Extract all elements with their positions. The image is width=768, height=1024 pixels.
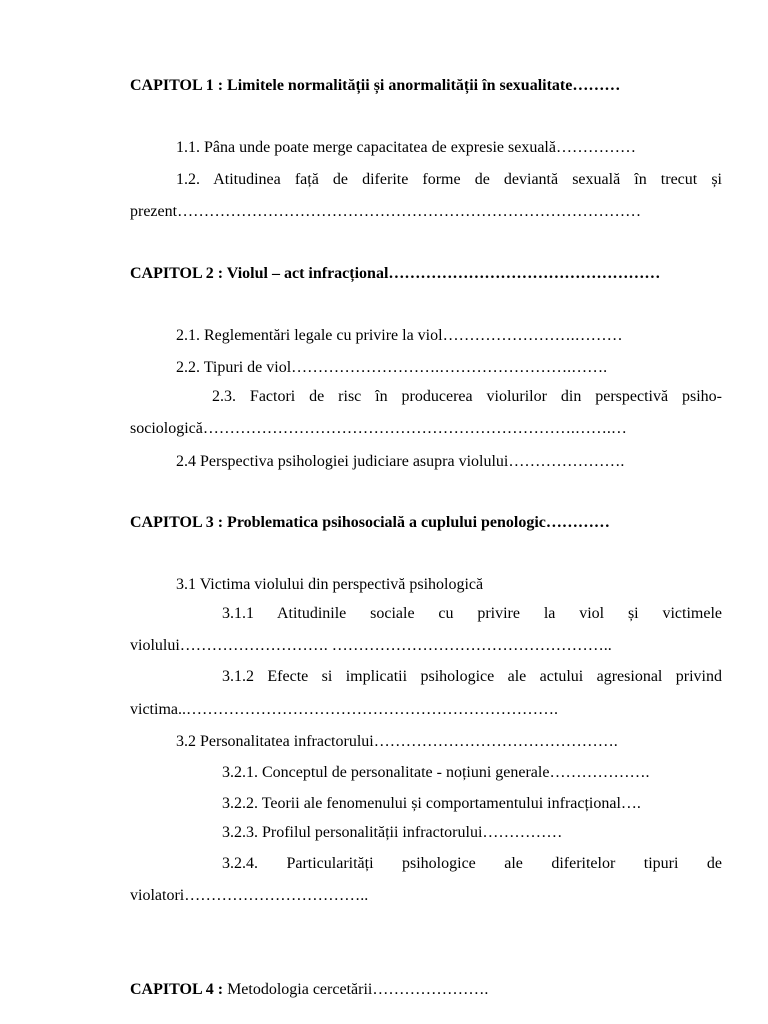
toc-entry-3-2-2: 3.2.2. Teorii ale fenomenului și comportamentului infracțional…. [222, 795, 641, 812]
chapter-2-heading: CAPITOL 2 : Violul – act infracțional…………………………………………… [130, 265, 661, 282]
toc-entry-2-1: 2.1. Reglementări legale cu privire la viol…………………….……… [176, 327, 623, 344]
toc-entry-3-1: 3.1 Victima violului din perspectivă psihologică [176, 576, 484, 593]
toc-entry-2-3-line2: sociologică…………………………………………………………….…….… [130, 420, 627, 437]
toc-entry-3-2-1: 3.2.1. Conceptul de personalitate - noțiuni generale………………. [222, 764, 650, 781]
toc-entry-1-2-line2: prezent…………………………………………………………………………… [130, 203, 642, 220]
chapter-4-label: CAPITOL 4 : [130, 981, 224, 998]
chapter-4-heading [130, 980, 488, 1000]
toc-entry-3-2-4-line1: 3.2.4. Particularități psihologice ale diferitelor tipuri de [222, 855, 722, 872]
toc-entry-3-2-3: 3.2.3. Profilul personalității infractorului…………… [222, 824, 563, 841]
toc-entry-3-2-4-line2: violatori…………………………….. [130, 887, 369, 904]
toc-entry-2-3-line1: 2.3. Factori de risc în producerea violurilor din perspectivă psiho- [212, 388, 722, 405]
toc-entry-3-1-1-line1: 3.1.1 Atitudinile sociale cu privire la viol și victimele [222, 605, 722, 622]
chapter-3-heading: CAPITOL 3 : Problematica psihosocială a cuplului penologic………… [130, 514, 610, 531]
chapter-4-title: Metodologia cercetării…………………. [223, 981, 489, 998]
toc-entry-3-1-2-line1: 3.1.2 Efecte si implicatii psihologice ale actului agresional privind [222, 668, 722, 685]
toc-entry-1-1: 1.1. Pâna unde poate merge capacitatea de expresie sexuală…………… [176, 139, 636, 156]
toc-entry-3-1-2-line2: victima..……………………………………………………………. [130, 701, 558, 718]
toc-entry-1-2-line1: 1.2. Atitudinea față de diferite forme de deviantă sexuală în trecut și [176, 171, 722, 188]
toc-entry-3-1-1-line2: violului………………………. …………………………………………….. [130, 637, 612, 654]
toc-entry-2-2: 2.2. Tipuri de viol……………………….…………………….……. [176, 359, 608, 376]
toc-entry-2-4: 2.4 Perspectiva psihologiei judiciare asupra violului…………………. [176, 453, 625, 470]
chapter-1-heading: CAPITOL 1 : Limitele normalității și anormalității în sexualitate……… [130, 77, 621, 94]
toc-entry-3-2: 3.2 Personalitatea infractorului………………………………………. [176, 733, 618, 750]
